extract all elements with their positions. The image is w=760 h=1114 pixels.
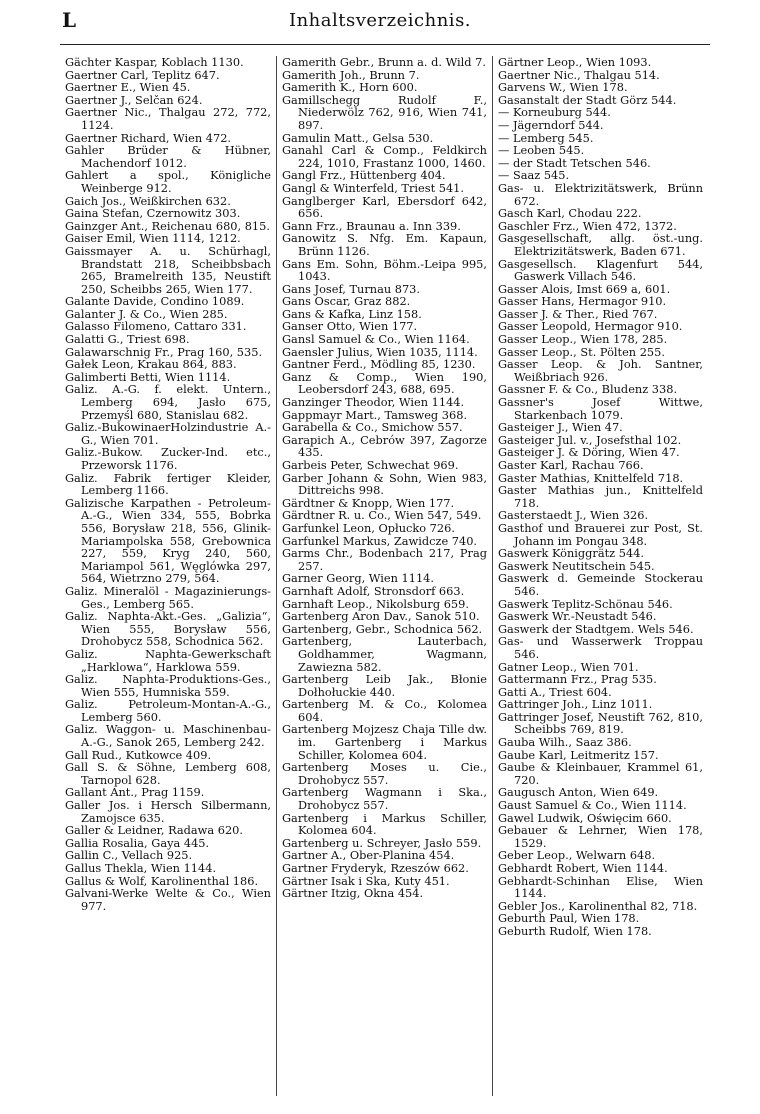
index-entry: Gałek Leon, Krakau 864, 883.: [65, 357, 237, 372]
index-entry: Gamerith Gebr., Brunn a. d. Wild 7.: [282, 56, 486, 69]
index-entry: Ganglberger Karl, Ebersdorf 642, 656.: [282, 193, 487, 221]
index-entry: Ganahl Carl & Comp., Feldkirch 224, 1010, Frastanz 1000, 1460.: [282, 143, 487, 170]
index-entry: Gamillschegg Rudolf F., Niederwölz 762, 916, Wien 741, 897.: [282, 92, 487, 132]
index-entry: Garber Johann & Sohn, Wien 983, Dittreichs 998.: [282, 470, 487, 498]
index-entry: Gans & Kafka, Linz 158.: [282, 306, 422, 321]
index-entry: Gangl Frz., Hüttenberg 404.: [282, 168, 446, 183]
index-entry: Gantner Ferd., Mödling 85, 1230.: [282, 357, 476, 372]
index-entry: Gahler Brüder & Hübner, Machendorf 1012.: [65, 143, 271, 170]
index-entry: Gebhardt-Schinhan Elise, Wien 1144.: [498, 873, 703, 901]
index-entry: Gartenberg u. Schreyer, Jasło 559.: [282, 835, 482, 850]
index-entry: Gartenberg i Markus Schiller, Kolomea 604.: [282, 810, 487, 838]
index-entry: Gall Rud., Kutkowce 409.: [65, 747, 212, 762]
index-entry: Gaster Mathias, Knittelfeld 718.: [498, 470, 684, 485]
index-entry: Galiz. Mineralöl - Magazinierungs-Ges., Lemberg 565.: [65, 583, 271, 611]
index-entry: Garfunkel Leon, Opłucko 726.: [282, 520, 455, 535]
index-entry: Garabella & Co., Smichow 557.: [282, 420, 463, 435]
index-entry: Gaust Samuel & Co., Wien 1114.: [498, 798, 687, 813]
index-entry: Gaswerk der Stadtgem. Wels 546.: [498, 621, 694, 636]
index-entry: Gaube & Kleinbauer, Krammel 61, 720.: [498, 760, 703, 787]
index-entry: Gatti A., Triest 604.: [498, 684, 612, 699]
index-entry: Galatti G., Triest 698.: [65, 332, 190, 347]
index-entry: Garbeis Peter, Schwechat 969.: [282, 458, 459, 472]
index-entry: — Jägerndorf 544.: [498, 117, 604, 132]
index-entry: Gärdtner & Knopp, Wien 177.: [282, 495, 455, 510]
index-entry: Gann Frz., Braunau a. Inn 339.: [282, 218, 461, 233]
index-entry: Gattermann Frz., Prag 535.: [498, 672, 657, 687]
index-entry: — Korneuburg 544.: [498, 105, 611, 120]
page-number: L: [62, 8, 77, 32]
index-entry: Galler & Leidner, Radawa 620.: [65, 823, 243, 838]
index-entry: Gasser Leop., Wien 178, 285.: [498, 332, 668, 347]
index-entry: Gaertner J., Selčan 624.: [65, 92, 203, 107]
index-entry: Gärtner Leop., Wien 1093.: [498, 56, 652, 69]
column-2: [276, 56, 492, 1096]
index-entry: Galante Davide, Condino 1089.: [65, 294, 245, 309]
index-entry: Galiz.-Bukow. Zucker-Ind. etc., Przeworsk 1176.: [65, 445, 271, 472]
index-entry: Gaensler Julius, Wien 1035, 1114.: [282, 344, 478, 359]
index-entry: Gas- u. Elektrizitätswerk, Brünn 672.: [498, 180, 703, 208]
index-entry: Gaube Karl, Leitmeritz 157.: [498, 747, 659, 762]
index-entry: Gasteiger J., Wien 47.: [498, 420, 623, 435]
index-entry: Gaertner Nic., Thalgau 272, 772, 1124.: [65, 105, 271, 132]
index-entry: Galawarschnig Fr., Prag 160, 535.: [65, 344, 263, 359]
index-entry: Gartner Fryderyk, Rzeszów 662.: [282, 861, 469, 875]
index-entry: Gasterstaedt J., Wien 326.: [498, 508, 649, 523]
index-entry: Gas- und Wasserwerk Troppau 546.: [498, 634, 703, 661]
index-entry: Gamulin Matt., Gelsa 530.: [282, 130, 434, 145]
index-entry: — Lemberg 545.: [498, 130, 594, 145]
index-entry: Gartenberg, Lauterbach, Goldhammer, Wagmann, Zawiezna 582.: [282, 634, 487, 674]
index-entry: Gärtner Isak i Ska, Kuty 451.: [282, 873, 450, 888]
index-entry: Gaugusch Anton, Wien 649.: [498, 785, 659, 800]
index-entry: Gans Oscar, Graz 882.: [282, 294, 411, 309]
index-entry: Garms Chr., Bodenbach 217, Prag 257.: [282, 546, 487, 573]
index-entry: Gartenberg, Gebr., Schodnica 562.: [282, 621, 483, 636]
index-entry: Gartenberg M. & Co., Kolomea 604.: [282, 697, 487, 724]
index-entry: Gaiser Emil, Wien 1114, 1212.: [65, 231, 241, 246]
index-entry: Gassner F. & Co., Bludenz 338.: [498, 382, 678, 397]
index-entry: Gaster Karl, Rachau 766.: [498, 458, 644, 472]
index-entry: Galizische Karpathen - Petroleum-A.-G., Wien 334, 555, Bobrka 556, Borysław 218, 556, Glinik-Mariampolska 558, Grebownica 227, 559, Kryg 240, 560, Mariampol 561, Węglówka 297, 564, Wietrzno 279, 564.: [65, 495, 271, 586]
index-entry: Gallus & Wolf, Karolinenthal 186.: [65, 873, 259, 888]
index-entry: Gaswerk Neutitschein 545.: [498, 558, 655, 573]
page-title: Inhaltsverzeichnis.: [288, 10, 472, 31]
index-entry: Gaertner Nic., Thalgau 514.: [498, 67, 660, 82]
index-entry: Ganz & Comp., Wien 190, Leobersdorf 243, 688, 695.: [282, 369, 487, 397]
index-entry: — Leoben 545.: [498, 143, 585, 158]
index-entry: Gasch Karl, Chodau 222.: [498, 206, 642, 221]
index-entry: Ganzinger Theodor, Wien 1144.: [282, 395, 465, 410]
index-entry: Garvens W., Wien 178.: [498, 80, 628, 95]
index-entry: Gallus Thekla, Wien 1144.: [65, 861, 217, 875]
index-entry: — der Stadt Tetschen 546.: [498, 155, 651, 170]
index-entry: Gaertner E., Wien 45.: [65, 80, 191, 95]
index-entry: Gansl Samuel & Co., Wien 1164.: [282, 332, 470, 347]
index-entry: Gasser Alois, Imst 669 a, 601.: [498, 281, 671, 296]
index-entry: Gebler Jos., Karolinenthal 82, 718.: [498, 898, 698, 913]
index-entry: Gamerith K., Horn 600.: [282, 80, 418, 95]
index-entry: Galvani-Werke Welte & Co., Wien 977.: [65, 886, 271, 913]
page-header: [52, 8, 708, 34]
index-entry: Gappmayr Mart., Tamsweg 368.: [282, 407, 468, 422]
index-entry: Gasser Leopold, Hermagor 910.: [498, 319, 683, 334]
index-entry: Gasser Hans, Hermagor 910.: [498, 294, 667, 309]
index-entry: — Saaz 545.: [498, 168, 570, 183]
index-entry: Gassner's Josef Wittwe, Starkenbach 1079.: [498, 395, 703, 422]
index-entry: Gartenberg Moses u. Cie., Drohobycz 557.: [282, 760, 487, 787]
index-entry: Galiz. Petroleum-Montan-A.-G., Lemberg 560.: [65, 697, 271, 724]
index-entry: Galiz. Naphta-Akt.-Ges. „Galizia“, Wien 555, Borysław 556, Drohobycz 558, Schodnica 562.: [65, 609, 271, 649]
index-entry: Gaster Mathias jun., Knittelfeld 718.: [498, 483, 703, 510]
index-entry: Gasgesellsch. Klagenfurt 544, Gaswerk Villach 546.: [498, 256, 703, 284]
index-entry: Ganowitz S. Nfg. Em. Kapaun, Brünn 1126.: [282, 231, 487, 258]
index-entry: Gartenberg Leib Jak., Błonie Dołhołuckie 440.: [282, 672, 487, 699]
column-1: [60, 56, 276, 1096]
index-entry: Gaswerk Wr.-Neustadt 546.: [498, 609, 657, 624]
index-entry: Galanter J. & Co., Wien 285.: [65, 306, 228, 321]
index-entry: Gaswerk Teplitz-Schönau 546.: [498, 596, 673, 611]
index-entry: Geber Leop., Welwarn 648.: [498, 848, 656, 863]
index-entry: Gartenberg Mojzesz Chaja Tille dw. im. Gartenberg i Markus Schiller, Kolomea 604.: [282, 722, 487, 762]
index-entry: Gasser J. & Ther., Ried 767.: [498, 306, 658, 321]
index-entry: Gall S. & Söhne, Lemberg 608, Tarnopol 628.: [65, 760, 271, 787]
index-entry: Galiz. Naphta-Produktions-Ges., Wien 555, Humniska 559.: [65, 672, 271, 699]
index-entry: Gebauer & Lehrner, Wien 178, 1529.: [498, 823, 703, 850]
index-entry: Gasteiger Jul. v., Josefsthal 102.: [498, 432, 682, 447]
index-entry: Gattringer Josef, Neustift 762, 810, Scheibbs 769, 819.: [498, 709, 703, 737]
index-entry: Gasgesellschaft, allg. öst.-ung. Elektrizitätswerk, Baden 671.: [498, 231, 703, 258]
index-entry: Gächter Kaspar, Koblach 1130.: [65, 56, 244, 69]
index-entry: Gaertner Richard, Wien 472.: [65, 130, 232, 145]
index-entry: Gartenberg Wagmann i Ska., Drohobycz 557.: [282, 785, 487, 813]
index-entry: Garnhaft Adolf, Stronsdorf 663.: [282, 583, 465, 598]
index-entry: Gawel Ludwik, Oświęcim 660.: [498, 810, 672, 825]
index-entry: Gaissmayer A. u. Schürhagl, Brandstatt 218, Scheibbsbach 265, Bramelreith 135, Neustift 250, Scheibbs 265, Wien 177.: [65, 243, 271, 296]
index-entry: Gartner A., Ober-Planina 454.: [282, 848, 455, 863]
index-columns: [60, 56, 710, 1096]
index-entry: Gartenberg Aron Dav., Sanok 510.: [282, 609, 480, 624]
index-entry: Garner Georg, Wien 1114.: [282, 571, 434, 586]
index-entry: Gasteiger J. & Döring, Wien 47.: [498, 445, 680, 460]
index-entry: Gaswerk d. Gemeinde Stockerau 546.: [498, 571, 703, 598]
index-entry: Gaich Jos., Weißkirchen 632.: [65, 193, 231, 208]
index-entry: Gasser Leop. & Joh. Santner, Weißbriach 926.: [498, 357, 703, 384]
index-entry: Geburth Rudolf, Wien 178.: [498, 923, 652, 938]
index-entry: Garnhaft Leop., Nikolsburg 659.: [282, 596, 469, 611]
index-entry: Garfunkel Markus, Zawidcze 740.: [282, 533, 478, 548]
index-entry: Ganser Otto, Wien 177.: [282, 319, 418, 334]
index-entry: Galler Jos. i Hersch Silbermann, Zamojsce 635.: [65, 798, 271, 825]
index-entry: Gärtner Itzig, Okna 454.: [282, 886, 424, 901]
index-entry: Gaswerk Königgrätz 544.: [498, 546, 645, 561]
index-entry: Galiz. A.-G. f. elekt. Untern., Lemberg 694, Jasło 675, Przemyśl 680, Stanislau 682.: [65, 382, 271, 422]
index-entry: Gaertner Carl, Teplitz 647.: [65, 67, 220, 82]
index-entry: Gamerith Joh., Brunn 7.: [282, 67, 420, 82]
index-entry: Gainzger Ant., Reichenau 680, 815.: [65, 218, 270, 233]
index-entry: Gebhardt Robert, Wien 1144.: [498, 861, 668, 875]
index-entry: Gallant Ant., Prag 1159.: [65, 785, 205, 800]
index-entry: Gatner Leop., Wien 701.: [498, 659, 639, 674]
index-entry: Gasanstalt der Stadt Görz 544.: [498, 92, 677, 107]
index-entry: Gahlert a spol., Königliche Weinberge 912.: [65, 168, 271, 195]
column-3: [492, 56, 708, 1096]
index-entry: Gaina Stefan, Czernowitz 303.: [65, 206, 241, 221]
header-rule: [60, 44, 710, 45]
index-entry: Galasso Filomeno, Cattaro 331.: [65, 319, 247, 334]
index-entry: Gans Josef, Turnau 873.: [282, 281, 421, 296]
index-entry: Gaschler Frz., Wien 472, 1372.: [498, 218, 677, 233]
index-entry: Gärdtner R. u. Co., Wien 547, 549.: [282, 508, 482, 523]
index-entry: Galiz.-BukowinaerHolzindustrie A.-G., Wien 701.: [65, 420, 271, 447]
index-entry: Galiz. Waggon- u. Maschinenbau-A.-G., Sanok 265, Lemberg 242.: [65, 722, 271, 750]
index-entry: Geburth Paul, Wien 178.: [498, 911, 640, 926]
index-entry: Gasser Leop., St. Pölten 255.: [498, 344, 665, 359]
index-entry: Gallin C., Vellach 925.: [65, 848, 193, 863]
index-entry: Galimberti Betti, Wien 1114.: [65, 369, 231, 384]
index-entry: Galiz. Fabrik fertiger Kleider, Lemberg 1166.: [65, 470, 271, 498]
index-entry: Gattringer Joh., Linz 1011.: [498, 697, 653, 712]
index-entry: Galiz. Naphta-Gewerkschaft „Harklowa“, Harklowa 559.: [65, 646, 271, 674]
index-entry: Gallia Rosalia, Gaya 445.: [65, 835, 210, 850]
index-entry: Gangl & Winterfeld, Triest 541.: [282, 180, 465, 195]
index-entry: Garapich A., Cebrów 397, Zagorze 435.: [282, 432, 487, 460]
index-entry: Gauba Wilh., Saaz 386.: [498, 735, 632, 750]
index-entry: Gasthof und Brauerei zur Post, St. Johann im Pongau 348.: [498, 520, 703, 548]
index-entry: Gans Em. Sohn, Böhm.-Leipa 995, 1043.: [282, 256, 487, 284]
